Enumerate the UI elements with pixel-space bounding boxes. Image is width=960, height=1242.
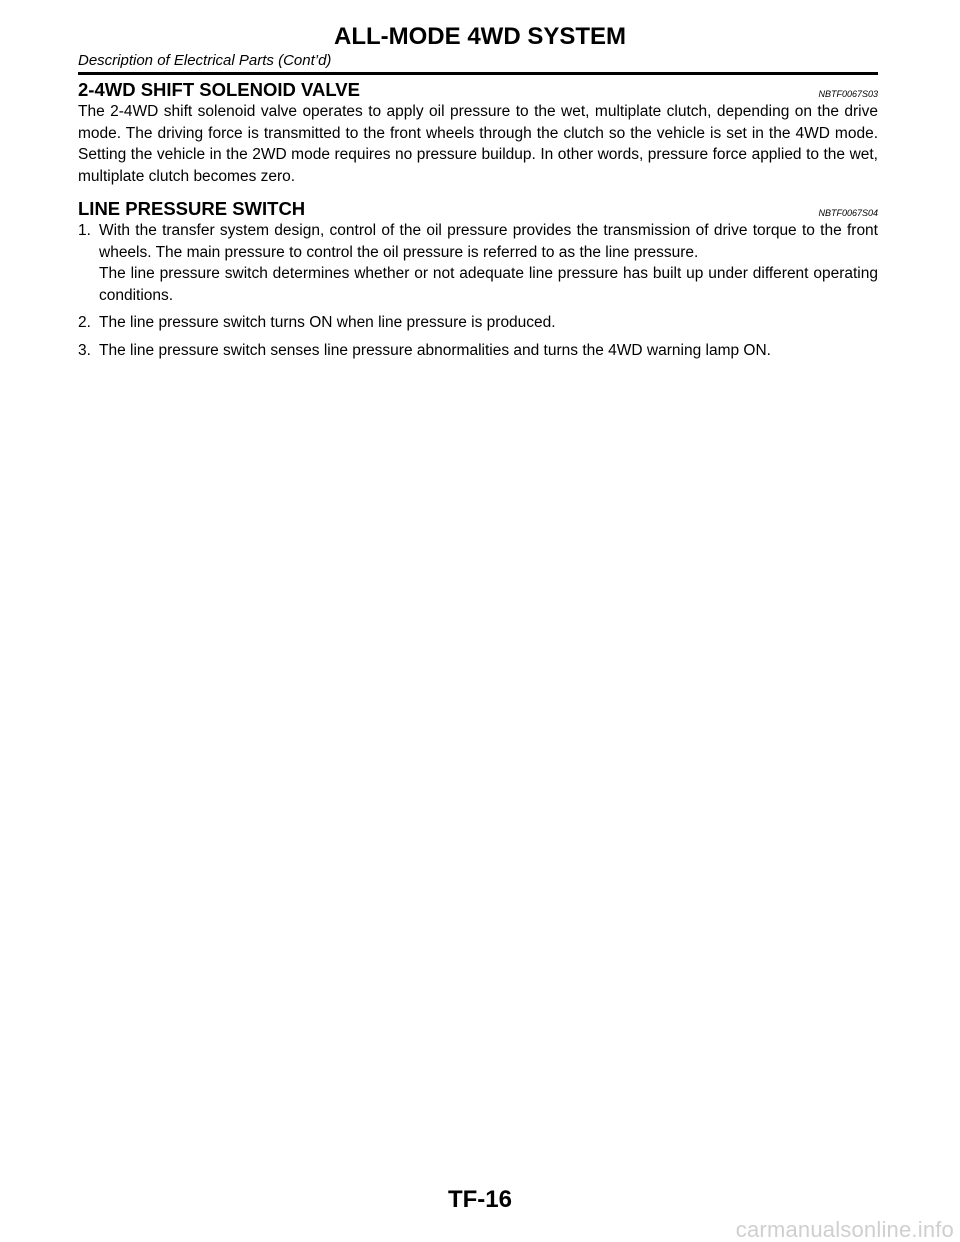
list-item-text-continued: The line pressure switch determines whether or not adequate line pressure has built up under different operating conditions. (99, 265, 878, 304)
section-paragraph: The 2-4WD shift solenoid valve operates to apply oil pressure to the wet, multiplate clutch, depending on the drive mode. The driving force is transmitted to the front wheels through the clutch so the vehicle is set in the 4WD mode. Setting the vehicle in the 2WD mode requires no pressure buildup. In other words, pressure force applied to the wet, multiplate clutch becomes zero. (78, 103, 878, 185)
watermark-text[interactable]: carmanualsonline.info (735, 1217, 954, 1242)
section-heading (78, 198, 878, 220)
page-subtitle: Description of Electrical Parts (Cont’d) (78, 52, 332, 69)
section-code: NBTF0067S03 (818, 89, 878, 99)
header-divider (78, 72, 878, 75)
section-title: LINE PRESSURE SWITCH (78, 198, 306, 219)
numbered-list (78, 220, 878, 361)
list-item (78, 340, 878, 362)
page-title: ALL-MODE 4WD SYSTEM (334, 23, 626, 50)
list-item (78, 312, 878, 334)
page-number: TF-16 (447, 1186, 512, 1213)
list-item-text: The line pressure switch turns ON when line pressure is produced. (99, 314, 556, 331)
page-content (78, 79, 878, 367)
section-title: 2-4WD SHIFT SOLENOID VALVE (78, 79, 360, 100)
list-item-number: 2. (78, 314, 91, 331)
list-item (78, 220, 878, 306)
section-code: NBTF0067S04 (818, 208, 878, 218)
list-item-text: The line pressure switch senses line pressure abnormalities and turns the 4WD warning lamp ON. (99, 341, 771, 359)
section-line-pressure-switch (78, 198, 878, 361)
section-heading (78, 79, 878, 101)
list-item-number: 1. (78, 222, 91, 239)
section-shift-solenoid-valve (78, 79, 878, 187)
list-item-text: With the transfer system design, control of the oil pressure provides the transmission of drive torque to the front wheels. The main pressure to control the oil pressure is referred to as the line pressure. (99, 222, 878, 261)
list-item-number: 3. (78, 341, 91, 359)
